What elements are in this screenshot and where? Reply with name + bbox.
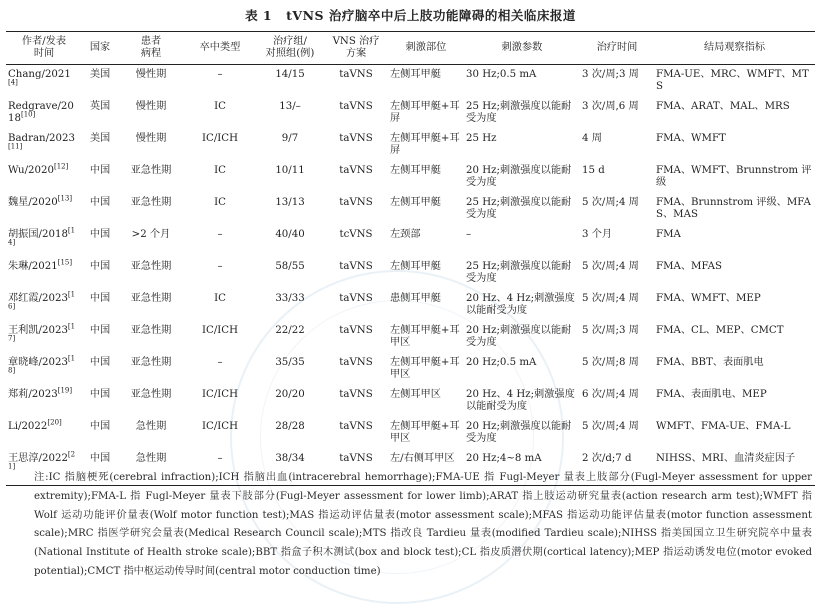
header-site: 刺激部位 [405, 41, 447, 53]
cell-course: 慢性期 [135, 69, 167, 80]
cell-time: 4 周 [582, 133, 602, 144]
author-year: Redgrave/2018 [8, 101, 74, 125]
cell-vns-plan: taVNS [339, 133, 373, 144]
cell-course: 慢性期 [135, 101, 167, 112]
cell-country: 中国 [89, 229, 111, 240]
reference-number: [4] [8, 79, 18, 88]
table-row [6, 165, 815, 197]
cell-vns-plan: taVNS [339, 197, 373, 208]
cell-outcome: NIHSS、MRI、血清炎症因子 [656, 453, 796, 464]
cell-outcome: FMA、CL、MEP、CMCT [656, 325, 784, 336]
author-year: 章晓峰/2023 [8, 357, 68, 368]
cell-vns-plan: tcVNS [339, 229, 373, 240]
cell-country: 中国 [89, 197, 111, 208]
header-stroke-type: 卒中类型 [199, 41, 241, 53]
table-row [6, 65, 815, 102]
cell-site: 左侧耳甲艇+耳甲区 [390, 325, 460, 349]
cell-groups: 10/11 [275, 165, 305, 176]
cell-time: 5 次/周;4 周 [582, 421, 639, 432]
cell-groups: 40/40 [275, 229, 305, 240]
cell-author [6, 226, 82, 261]
cell-params: 25 Hz;刺激强度以能耐受为度 [466, 261, 572, 285]
clinical-reports-table [6, 31, 815, 486]
cell-stroke-type: IC [214, 165, 226, 176]
author-year: Li/2022 [8, 421, 48, 432]
table-footnote: 注:IC 指脑梗死(cerebral infraction);ICH 指脑出血(intracerebral hemorrhage);FMA-UE 指 Fugl-Meyer 量表上肢部分(Fugl-Meyer assessment for upper extremity);FMA-L 指 Fugl-Meyer 量表下肢部分(Fugl-Meyer assessment for lower limb);ARAT 指上肢运动研究量表(action research arm test);WMFT 指 Wolf 运动功能评价量表(Wolf motor function test);MAS 指运动评估量表(motor assessment scale);MFAS 指运动功能评估量表(motor function assessment scale);MRC 指医学研究会量表(Medical Research Council scale);MTS 指改良 Tardieu 量表(modified Tardieu scale);NIHSS 指美国国立卫生研究院卒中量表(National Institute of Health stroke scale);BBT 指盒子积木测试(box and block test);CL 指皮质潜伏期(cortical latency);MEP 指运动诱发电位(motor evoked potential);CMCT 指中枢运动传导时间(central motor conduction time) [34, 472, 812, 577]
header-country: 国家 [89, 41, 111, 53]
cell-site: 左颈部 [390, 229, 421, 240]
cell-groups: 33/33 [275, 293, 305, 304]
author-year: Chang/2021 [8, 69, 71, 80]
cell-site: 左侧耳甲区 [390, 389, 441, 400]
cell-site: 左侧耳甲艇+耳甲区 [390, 421, 460, 445]
cell-country: 美国 [89, 133, 111, 144]
cell-groups: 28/28 [275, 421, 305, 432]
table-row [6, 325, 815, 357]
table-body [6, 65, 815, 486]
cell-outcome: FMA、表面肌电、MEP [656, 389, 767, 400]
cell-author [6, 322, 82, 357]
cell-course: 急性期 [135, 421, 167, 432]
cell-vns-plan: taVNS [339, 165, 373, 176]
cell-vns-plan: taVNS [339, 421, 373, 432]
cell-author [6, 133, 82, 165]
table-row [6, 197, 815, 229]
table-row [6, 261, 815, 293]
cell-vns-plan: taVNS [339, 69, 373, 80]
cell-country: 中国 [89, 293, 111, 304]
cell-time: 5 次/周;4 周 [582, 293, 639, 304]
cell-author [6, 65, 82, 102]
cell-author [6, 258, 82, 293]
reference-number: [19] [57, 386, 73, 395]
cell-params: 20 Hz、4 Hz;刺激强度以能耐受为度 [466, 389, 575, 413]
cell-author [6, 194, 82, 229]
author-year: 邓红霞/2023 [8, 293, 68, 304]
cell-params: – [466, 229, 472, 240]
header-author: 作者/发表 时间 [21, 35, 67, 59]
cell-groups: 9/7 [281, 133, 299, 144]
cell-country: 中国 [89, 261, 111, 272]
cell-author [6, 101, 82, 133]
cell-groups: 35/35 [275, 357, 305, 368]
cell-course: 亚急性期 [130, 357, 172, 368]
reference-number: [20] [47, 418, 62, 427]
reference-number: [15] [57, 258, 73, 267]
cell-vns-plan: taVNS [339, 293, 373, 304]
cell-course: >2 个月 [131, 229, 171, 240]
cell-params: 25 Hz [466, 133, 497, 144]
cell-stroke-type: – [217, 357, 223, 368]
cell-params: 30 Hz;0.5 mA [466, 69, 537, 80]
cell-author [6, 162, 82, 197]
cell-site: 左侧耳甲艇 [390, 69, 441, 80]
cell-course: 亚急性期 [130, 197, 172, 208]
cell-course: 亚急性期 [130, 261, 172, 272]
cell-params: 20 Hz;刺激强度以能耐受为度 [466, 421, 572, 445]
cell-author [6, 418, 82, 453]
cell-outcome: FMA、Brunnstrom 评级、MFAS、MAS [656, 197, 811, 221]
author-year: Badran/2023 [8, 133, 75, 144]
cell-groups: 58/55 [275, 261, 305, 272]
reference-number: [14] [8, 226, 76, 248]
cell-groups: 13/13 [275, 197, 305, 208]
cell-course: 慢性期 [135, 133, 167, 144]
cell-vns-plan: taVNS [339, 453, 373, 464]
cell-vns-plan: taVNS [339, 325, 373, 336]
table-row [6, 229, 815, 261]
cell-stroke-type: IC/ICH [202, 421, 238, 432]
cell-time: 5 次/周;8 周 [582, 357, 639, 368]
cell-outcome: FMA-UE、MRC、WMFT、MTS [656, 69, 809, 93]
cell-params: 20 Hz;0.5 mA [466, 357, 537, 368]
author-year: 魏星/2020 [8, 197, 58, 208]
cell-course: 急性期 [135, 453, 167, 464]
cell-outcome: FMA、BBT、表面肌电 [656, 357, 764, 368]
reference-number: [16] [8, 290, 76, 312]
cell-groups: 38/34 [275, 453, 305, 464]
cell-country: 中国 [89, 453, 111, 464]
header-row [6, 32, 815, 65]
cell-author [6, 354, 82, 389]
author-year: Wu/2020 [8, 165, 54, 176]
cell-time: 6 次/周;4 周 [582, 389, 639, 400]
cell-params: 20 Hz;4~8 mA [466, 453, 542, 464]
header-params: 刺激参数 [501, 41, 543, 53]
table-row [6, 293, 815, 325]
cell-site: 左侧耳甲艇+耳屏 [390, 133, 460, 157]
cell-vns-plan: taVNS [339, 101, 373, 112]
table-number: 表 1 [245, 8, 273, 23]
table-row [6, 389, 815, 421]
cell-country: 中国 [89, 165, 111, 176]
cell-site: 左侧耳甲艇 [390, 261, 441, 272]
cell-params: 25 Hz;刺激强度以能耐受为度 [466, 101, 572, 125]
cell-groups: 14/15 [275, 69, 305, 80]
cell-time: 3 次/周;3 周 [582, 69, 639, 80]
cell-site: 左侧耳甲艇 [390, 197, 441, 208]
cell-site: 患侧耳甲艇 [390, 293, 441, 304]
cell-groups: 22/22 [275, 325, 305, 336]
cell-outcome: FMA [656, 229, 681, 240]
reference-number: [10] [20, 111, 36, 120]
cell-country: 中国 [89, 389, 111, 400]
cell-country: 中国 [89, 325, 111, 336]
cell-site: 左侧耳甲艇+耳屏 [390, 101, 460, 125]
cell-params: 20 Hz;刺激强度以能耐受为度 [466, 165, 572, 189]
table-row [6, 421, 815, 453]
cell-country: 英国 [89, 101, 111, 112]
cell-stroke-type: IC/ICH [202, 325, 238, 336]
cell-country: 中国 [89, 421, 111, 432]
reference-number: [12] [53, 162, 69, 171]
reference-number: [13] [57, 194, 73, 203]
cell-params: 20 Hz;刺激强度以能耐受为度 [466, 325, 572, 349]
cell-vns-plan: taVNS [339, 389, 373, 400]
cell-stroke-type: IC/ICH [202, 133, 238, 144]
reference-number: [18] [8, 354, 76, 376]
cell-course: 亚急性期 [130, 293, 172, 304]
table-container [6, 31, 815, 486]
header-time: 治疗时间 [596, 41, 638, 53]
cell-site: 左侧耳甲艇+耳甲区 [390, 357, 460, 381]
author-year: 郑莉/2023 [8, 389, 58, 400]
cell-params: 20 Hz、4 Hz;刺激强度以能耐受为度 [466, 293, 575, 317]
table-caption: tVNS 治疗脑卒中后上肢功能障碍的相关临床报道 [286, 8, 576, 23]
cell-stroke-type: – [217, 453, 223, 464]
author-year: 王思淳/2022 [8, 453, 68, 464]
cell-time: 5 次/周;4 周 [582, 197, 639, 208]
cell-groups: 20/20 [275, 389, 305, 400]
cell-outcome: WMFT、FMA-UE、FMA-L [656, 421, 791, 432]
cell-vns-plan: taVNS [339, 261, 373, 272]
cell-stroke-type: – [217, 261, 223, 272]
cell-site: 左侧耳甲艇 [390, 165, 441, 176]
cell-params: 25 Hz;刺激强度以能耐受为度 [466, 197, 572, 221]
table-row [6, 101, 815, 133]
author-year: 朱琳/2021 [8, 261, 58, 272]
cell-outcome: FMA、WMFT、Brunnstrom 评级 [656, 165, 812, 189]
cell-course: 亚急性期 [130, 389, 172, 400]
cell-outcome: FMA、MFAS [656, 261, 722, 272]
cell-time: 3 次/周,6 周 [582, 101, 639, 112]
reference-number: [11] [8, 143, 23, 152]
cell-stroke-type: IC [214, 101, 226, 112]
cell-stroke-type: IC/ICH [202, 389, 238, 400]
header-groups: 治疗组/ 对照组(例) [265, 35, 315, 59]
author-year: 胡振国/2018 [8, 229, 68, 240]
cell-outcome: FMA、WMFT [656, 133, 726, 144]
cell-time: 3 个月 [582, 229, 613, 240]
cell-site: 左/右侧耳甲区 [390, 453, 455, 464]
cell-outcome: FMA、WMFT、MEP [656, 293, 761, 304]
table-row [6, 357, 815, 389]
cell-time: 5 次/周;4 周 [582, 261, 639, 272]
cell-stroke-type: – [217, 229, 223, 240]
author-year: 王利凯/2023 [8, 325, 68, 336]
table-title [0, 6, 821, 24]
header-vns-plan: VNS 治疗 方案 [332, 35, 380, 59]
cell-course: 亚急性期 [130, 325, 172, 336]
cell-time: 15 d [582, 165, 605, 176]
cell-time: 2 次/d;7 d [582, 453, 632, 464]
cell-outcome: FMA、ARAT、MAL、MRS [656, 101, 790, 112]
reference-number: [17] [8, 322, 76, 344]
cell-stroke-type: IC [214, 293, 226, 304]
reference-number: [21] [8, 450, 76, 472]
cell-country: 美国 [89, 69, 111, 80]
cell-groups: 13/– [279, 101, 301, 112]
cell-stroke-type: – [217, 69, 223, 80]
cell-vns-plan: taVNS [339, 357, 373, 368]
header-course: 患者 病程 [140, 35, 162, 59]
header-outcome: 结局观察指标 [703, 41, 766, 53]
cell-country: 中国 [89, 357, 111, 368]
cell-stroke-type: IC [214, 197, 226, 208]
table-row [6, 133, 815, 165]
cell-author [6, 386, 82, 421]
cell-author [6, 290, 82, 325]
cell-course: 亚急性期 [130, 165, 172, 176]
cell-time: 5 次/周;3 周 [582, 325, 639, 336]
